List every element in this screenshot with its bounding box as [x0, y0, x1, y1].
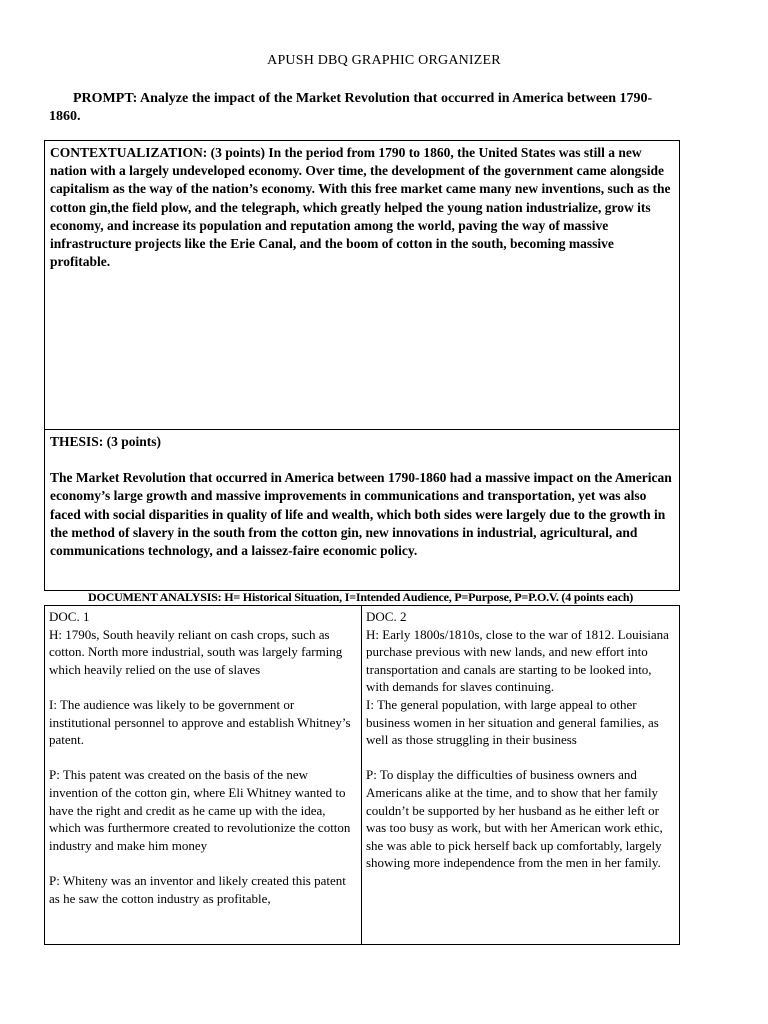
document-analysis-heading: DOCUMENT ANALYSIS: H= Historical Situation, I=Intended Audience, P=Purpose, P=P.O.V. (4 points each)	[88, 590, 634, 604]
doc1-gap	[49, 854, 357, 872]
thesis-heading: THESIS: (3 points)	[50, 434, 162, 449]
doc2-label: DOC. 2	[366, 609, 407, 624]
doc1-pov: P: Whiteny was an inventor and likely created this patent as he saw the cotton industry as profitable,	[49, 872, 346, 906]
contextualization-box	[44, 140, 680, 430]
doc1-historical-situation: H: 1790s, South heavily reliant on cash crops, such as cotton. North more industrial, south was largely farming which heavily relied on the use of slaves	[49, 626, 343, 677]
prompt-text: PROMPT: Analyze the impact of the Market Revolution that occurred in America between 1790-1860.	[49, 91, 653, 124]
thesis-text: The Market Revolution that occurred in America between 1790-1860 had a massive impact on the American economy’s large growth and massive improvements in communications and transportation, yet was also faced with social disparities in quality of life and wealth, which both sides were largely due to the growth in the method of slavery in the south from the cotton gin, new innovations in industrial, agricultural, and communications technology, and a laissez-faire economic policy.	[50, 470, 672, 559]
doc1-gap	[49, 749, 357, 767]
doc2-gap	[366, 749, 675, 767]
document-title: APUSH DBQ GRAPHIC ORGANIZER	[267, 53, 501, 68]
thesis-spacer	[50, 451, 674, 469]
thesis-box	[44, 429, 680, 591]
doc1-column	[45, 606, 362, 944]
doc1-label: DOC. 1	[49, 609, 90, 624]
document-analysis-table	[44, 605, 680, 945]
contextualization-text: CONTEXTUALIZATION: (3 points) In the period from 1790 to 1860, the United States was still a new nation with a largely undeveloped economy. Over time, the development of the government came alongside capitalism as the way of the nation’s economy. With this free market came many new inventions, such as the cotton gin,the field plow, and the telegraph, which greatly helped the young nation industrialize, grow its economy, and increase its population and reputation among the world, paving the way of massive infrastructure projects like the Erie Canal, and the boom of cotton in the south, becoming massive profitable.	[50, 145, 671, 270]
doc1-gap	[49, 678, 357, 696]
doc1-purpose: P: This patent was created on the basis of the new invention of the cotton gin, where Eli Whitney wanted to have the right and credit as he came up with the idea, which was furthermore created to revolutionize the cotton industry and make him money	[49, 767, 351, 853]
doc2-column	[362, 606, 679, 944]
doc2-historical-situation: H: Early 1800s/1810s, close to the war of 1812. Louisiana purchase previous with new lands, and new effort into transportation and canals are starting to be looked into, with demands for slaves continuing.	[366, 626, 669, 695]
doc2-intended-audience: I: The general population, with large appeal to other business women in her situation and general families, as well as those struggling in their business	[366, 696, 659, 748]
doc2-purpose: P: To display the difficulties of business owners and Americans alike at the time, and to show that her family couldn’t be supported by her husband as he either left or was too busy as work, but with her American work ethic, she was able to pick herself back up comfortably, largely showing more independence from the men in her family.	[366, 767, 663, 871]
doc1-intended-audience: I: The audience was likely to be government or institutional personnel to approve and establish Whitney’s patent.	[49, 696, 351, 748]
